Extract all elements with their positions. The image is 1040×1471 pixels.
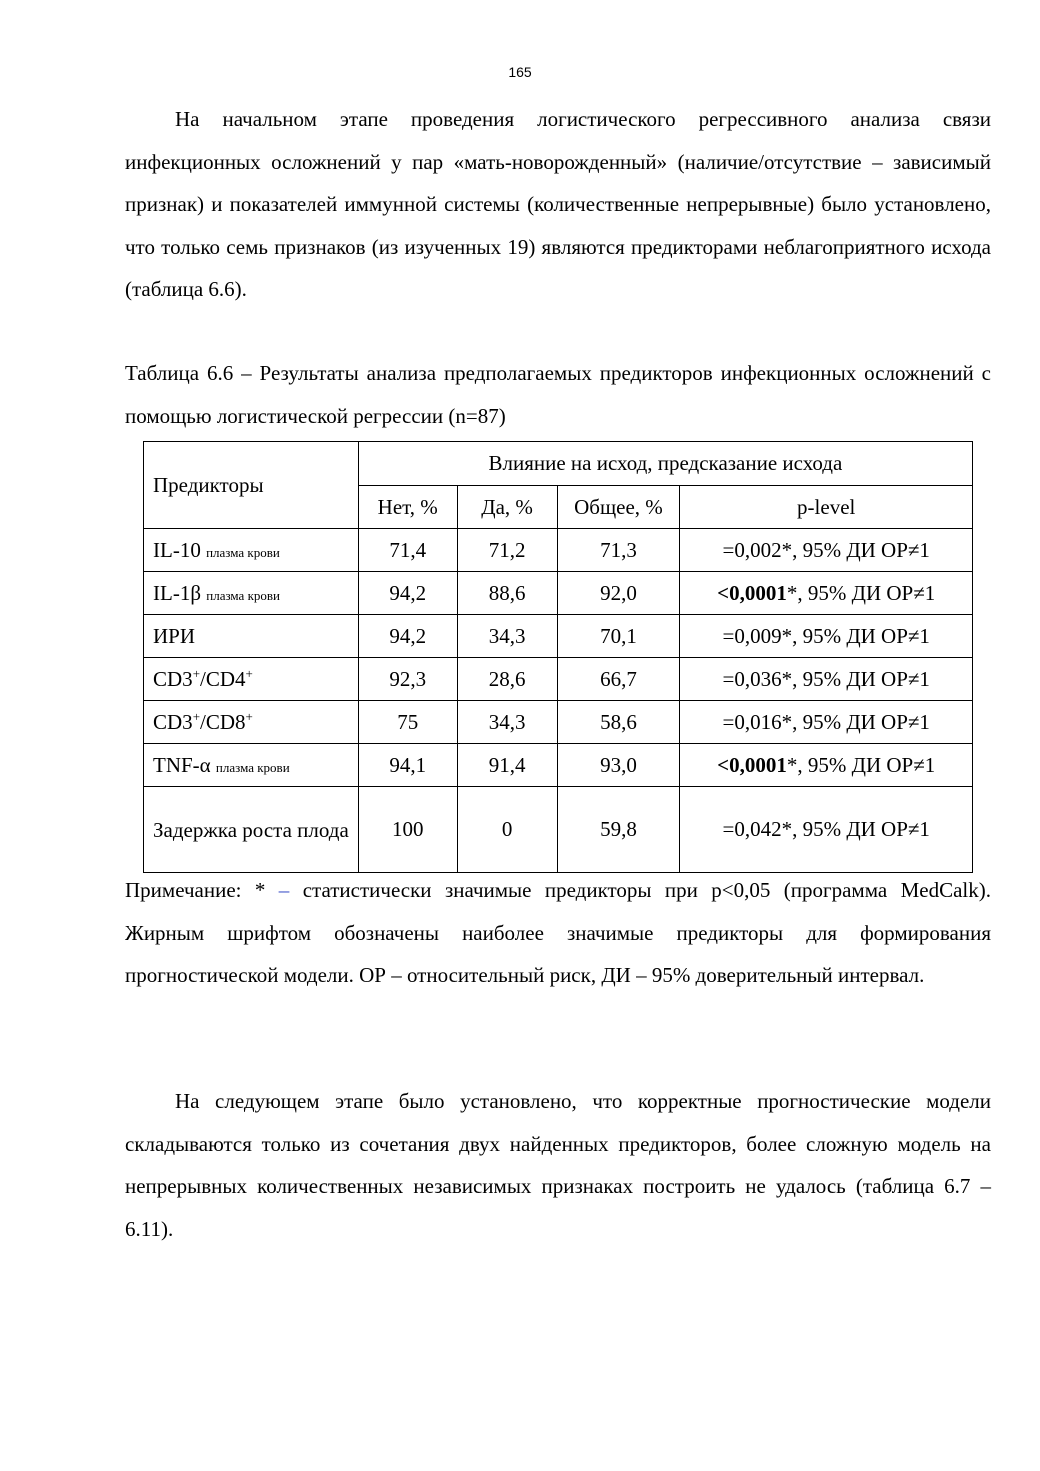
intro-paragraph: На начальном этапе проведения логистического регрессивного анализа связи инфекционных осложнений у пар «мать-новорожденный» (наличие/отсутствие – зависимый признак) и показателей иммунной системы (количественные непрерывные) было установлено, что только семь признаков (из изученных 19) являются предикторами неблагоприятного исхода (таблица 6.6). [125,107,991,301]
predictor-name: IL-10 плазма крови [144,529,359,572]
cell-no: 94,2 [358,615,457,658]
table-row [144,744,973,787]
cell-p-level: =0,016*, 95% ДИ ОР≠1 [680,701,973,744]
cell-no: 71,4 [358,529,457,572]
cell-p-level: =0,002*, 95% ДИ ОР≠1 [680,529,973,572]
cell-no: 92,3 [358,658,457,701]
header-group: Влияние на исход, предсказание исхода [358,442,972,486]
cell-total: 59,8 [557,787,680,873]
cell-no: 75 [358,701,457,744]
predictor-name: IL-1β плазма крови [144,572,359,615]
cell-total: 58,6 [557,701,680,744]
cell-no: 100 [358,787,457,873]
cell-total: 92,0 [557,572,680,615]
cell-p-level: <0,0001*, 95% ДИ ОР≠1 [680,744,973,787]
cell-total: 66,7 [557,658,680,701]
table-note: Примечание: * – статистически значимые предикторы при p<0,05 (программа MedCalk). Жирным шрифтом обозначены наиболее значимые предикторы для формирования прогностической модели. ОР – относительный риск, ДИ – 95% доверительный интервал. [125,878,991,987]
page-number: 165 [508,64,532,80]
predictor-name: Задержка роста плода [144,787,359,873]
table-row [144,615,973,658]
table-row [144,701,973,744]
predictor-name: TNF-α плазма крови [144,744,359,787]
cell-total: 71,3 [557,529,680,572]
table-row [144,658,973,701]
header-predictors: Предикторы [144,442,359,529]
cell-total: 93,0 [557,744,680,787]
predictor-name: CD3+/CD8+ [144,701,359,744]
cell-yes: 0 [457,787,557,873]
conclusion-paragraph: На следующем этапе было установлено, что корректные прогностические модели складываются только из сочетания двух найденных предикторов, более сложную модель на непрерывных количественных независимых признаках построить не удалось (таблица 6.7 – 6.11). [125,1089,991,1241]
header-total: Общее, % [557,486,680,529]
header-no: Нет, % [358,486,457,529]
cell-yes: 88,6 [457,572,557,615]
predictors-table [143,441,973,873]
predictor-name: CD3+/CD4+ [144,658,359,701]
cell-p-level: =0,009*, 95% ДИ ОР≠1 [680,615,973,658]
cell-yes: 34,3 [457,615,557,658]
table-row [144,529,973,572]
cell-yes: 28,6 [457,658,557,701]
header-yes: Да, % [457,486,557,529]
cell-p-level: =0,042*, 95% ДИ ОР≠1 [680,787,973,873]
cell-no: 94,2 [358,572,457,615]
table-row [144,787,973,873]
cell-yes: 34,3 [457,701,557,744]
table-caption: Таблица 6.6 – Результаты анализа предполагаемых предикторов инфекционных осложнений с помощью логистической регрессии (n=87) [125,361,991,428]
cell-no: 94,1 [358,744,457,787]
cell-total: 70,1 [557,615,680,658]
table-row [144,572,973,615]
header-p-level: p-level [680,486,973,529]
cell-p-level: <0,0001*, 95% ДИ ОР≠1 [680,572,973,615]
cell-p-level: =0,036*, 95% ДИ ОР≠1 [680,658,973,701]
cell-yes: 71,2 [457,529,557,572]
cell-yes: 91,4 [457,744,557,787]
predictor-name: ИРИ [144,615,359,658]
